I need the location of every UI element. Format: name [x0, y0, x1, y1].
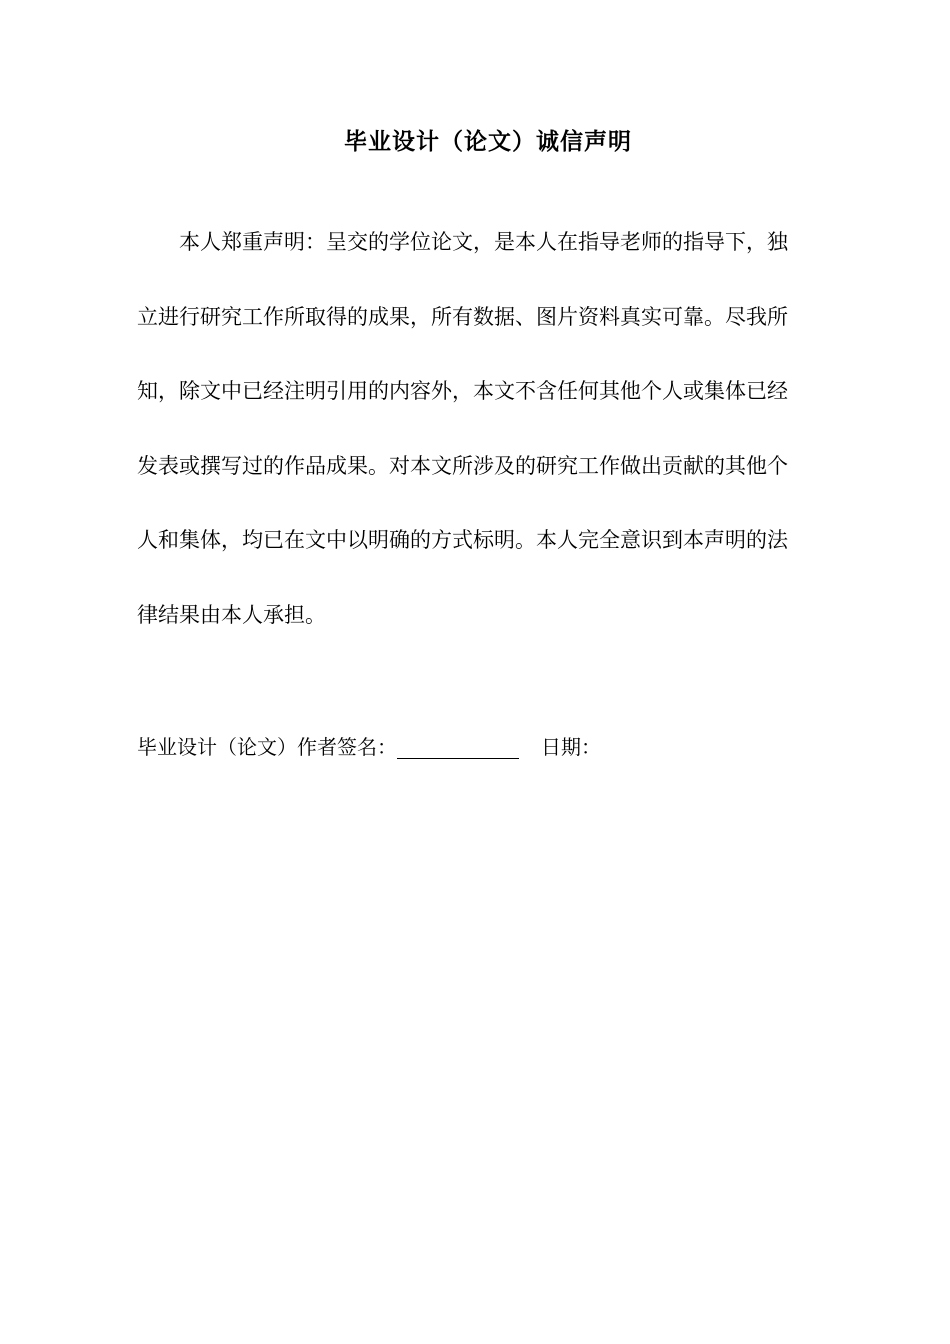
declaration-line-4: 发表或撰写过的作品成果。对本文所涉及的研究工作做出贡献的其他个: [137, 453, 788, 478]
declaration-line-6: 律结果由本人承担。: [137, 602, 326, 627]
declaration-line-2: 立进行研究工作所取得的成果，所有数据、图片资料真实可靠。尽我所: [137, 304, 788, 329]
date-label: 日期：: [541, 735, 601, 759]
signature-field[interactable]: [397, 730, 519, 759]
declaration-line-3: 知，除文中已经注明引用的内容外，本文不含任何其他个人或集体已经: [137, 379, 788, 403]
declaration-line-1: 本人郑重声明：呈交的学位论文，是本人在指导老师的指导下，独: [179, 230, 788, 254]
declaration-line-5: 人和集体，均已在文中以明确的方式标明。本人完全意识到本声明的法: [137, 528, 788, 552]
page-title: 毕业设计（论文）诚信声明: [344, 129, 632, 155]
signature-row: [137, 725, 601, 769]
declaration-body: [137, 216, 837, 663]
signature-label: 毕业设计（论文）作者签名：: [137, 735, 397, 759]
